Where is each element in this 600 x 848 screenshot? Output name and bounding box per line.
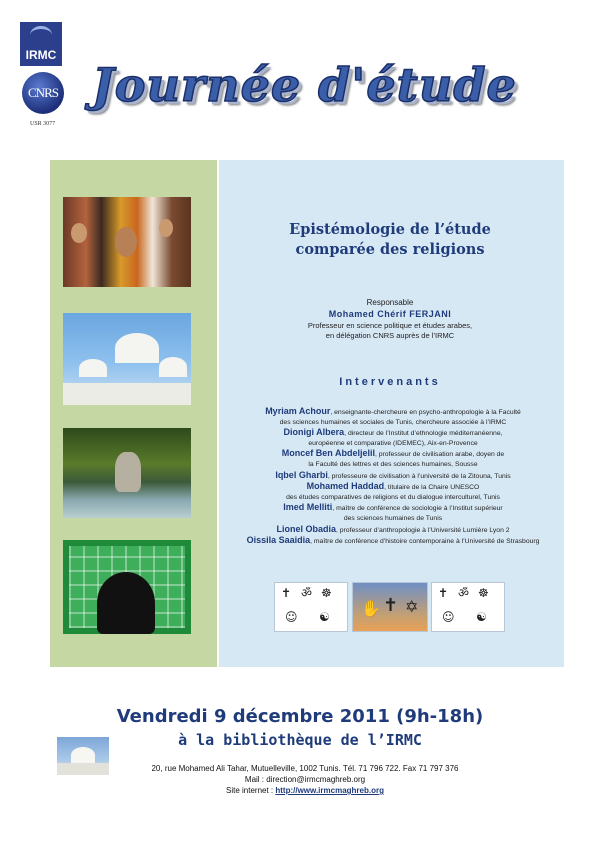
address: 20, rue Mohamed Ali Tahar, Mutuelleville, 1002 Tunis. Tél. 71 796 722. Fax 71 797 376	[151, 764, 459, 773]
speaker-name: Mohamed Haddad	[306, 481, 385, 492]
contact-email: Mail : direction@irmcmaghreb.org	[244, 775, 366, 784]
photo-veiled-woman	[63, 540, 191, 634]
speaker-desc-line-1: , maître de conférence de sociologie à l’Institut supérieur	[332, 505, 503, 513]
event-date: Vendredi 9 décembre 2011 (9h-18h)	[116, 706, 484, 727]
event-venue: à la bibliothèque de l’IRMC	[178, 731, 422, 749]
buddha-icon: ☺	[285, 610, 298, 624]
speaker-desc-line-1: , professeur de civilisation arabe, doyen de	[374, 451, 505, 459]
cross-icon: ✝	[383, 595, 399, 616]
speaker-name: Imed Melliti	[283, 502, 333, 513]
dharma-icon: ☯	[319, 610, 330, 624]
speaker-desc-line-1: , titulaire de la Chaire UNESCO	[384, 484, 480, 492]
hamsa-icon: ✋	[361, 599, 381, 618]
buddha-icon: ☺	[442, 610, 455, 624]
cross-icon: ✝	[281, 586, 292, 600]
speaker-item	[226, 482, 560, 502]
document-title	[230, 220, 550, 260]
photo-religious-people	[63, 197, 191, 287]
speaker-desc-line-1: , enseignante-chercheure en psycho-anthropologie à la Faculté	[330, 409, 521, 416]
responsable-name: Mohamed Chérif FERJANI	[328, 309, 452, 319]
speaker-desc-line-2: des études comparatives de religions et du dialogue interculturel, Tunis	[286, 493, 500, 501]
speaker-desc-line-2: européenne et comparative (IDEMEC), Aix-en-Provence	[308, 439, 478, 447]
speaker-desc-line-2: des sciences humaines et sociales de Tunis, chercheure associée à l’IRMC	[279, 418, 507, 426]
speaker-list	[226, 407, 560, 548]
photo-irmc-building	[57, 737, 109, 775]
speaker-name: Lionel Obadia	[276, 523, 336, 534]
speaker-name: Moncef Ben Abdeljelil	[281, 448, 375, 459]
website-label: Site internet :	[226, 786, 276, 795]
responsable-description	[230, 321, 550, 341]
photo-mosque	[63, 313, 191, 405]
star-of-david-icon: ✡	[405, 597, 419, 616]
irmc-logo	[20, 22, 62, 66]
speaker-item	[226, 407, 560, 427]
speaker-item	[226, 471, 560, 482]
speaker-desc-line-2: la Faculté des lettres et des sciences humaines, Sousse	[308, 460, 478, 468]
website-link[interactable]: http://www.irmcmaghreb.org	[275, 786, 384, 795]
speaker-desc-line-1: , professeure de civilisation à l’université de la Zitouna, Tunis	[327, 472, 511, 480]
speaker-desc-line-1: , professeur d’anthropologie à l’Université Lumière Lyon 2	[335, 526, 510, 534]
dharma-icon: ☯	[476, 610, 487, 624]
speaker-name: Myriam Achour	[265, 406, 331, 416]
website-line	[110, 786, 500, 795]
photo-buddha-statue	[63, 428, 191, 518]
title-line-1: Epistémologie de l’étude	[289, 221, 491, 238]
religious-symbols-icon	[352, 582, 428, 632]
menorah-icon: ☸	[321, 586, 332, 600]
om-icon: ॐ	[458, 586, 469, 600]
om-icon: ॐ	[301, 586, 312, 600]
speaker-name: Oissila Saaidia	[246, 535, 311, 546]
speaker-desc-line-2: des sciences humaines de Tunis	[343, 514, 443, 522]
speaker-item	[226, 428, 560, 448]
speaker-item	[226, 449, 560, 469]
responsable-label: Responsable	[366, 298, 414, 307]
responsable-desc-line-1: Professeur en science politique et études arabes,	[307, 321, 473, 330]
speaker-desc-line-1: , directeur de l’Institut d’ethnologie méditerranéenne,	[344, 430, 503, 438]
menorah-icon: ☸	[478, 586, 489, 600]
cnrs-logo	[22, 72, 64, 114]
speaker-item	[226, 525, 560, 536]
religious-symbols-icon	[431, 582, 505, 632]
intervenants-heading: Intervenants	[339, 376, 441, 388]
responsable-desc-line-2: en délégation CNRS auprès de l’IRMC	[325, 331, 455, 340]
speaker-item	[226, 503, 560, 523]
page-title: Journée d'étude	[92, 58, 517, 112]
speaker-name: Dionigi Albera	[283, 427, 345, 438]
speaker-item	[226, 536, 560, 547]
religious-symbols-icon	[274, 582, 348, 632]
speaker-name: Iqbel Gharbi	[275, 469, 328, 480]
speaker-desc-line-1: , maître de conférence d’histoire contemporaine à l’Université de Strasbourg	[310, 538, 540, 546]
irmc-logo-text: IRMC	[25, 48, 57, 62]
cnrs-logo-text: CNRS	[28, 85, 58, 100]
usr-label: USR 3077	[30, 121, 56, 127]
cross-icon: ✝	[438, 586, 449, 600]
title-line-2: comparée des religions	[295, 241, 485, 258]
